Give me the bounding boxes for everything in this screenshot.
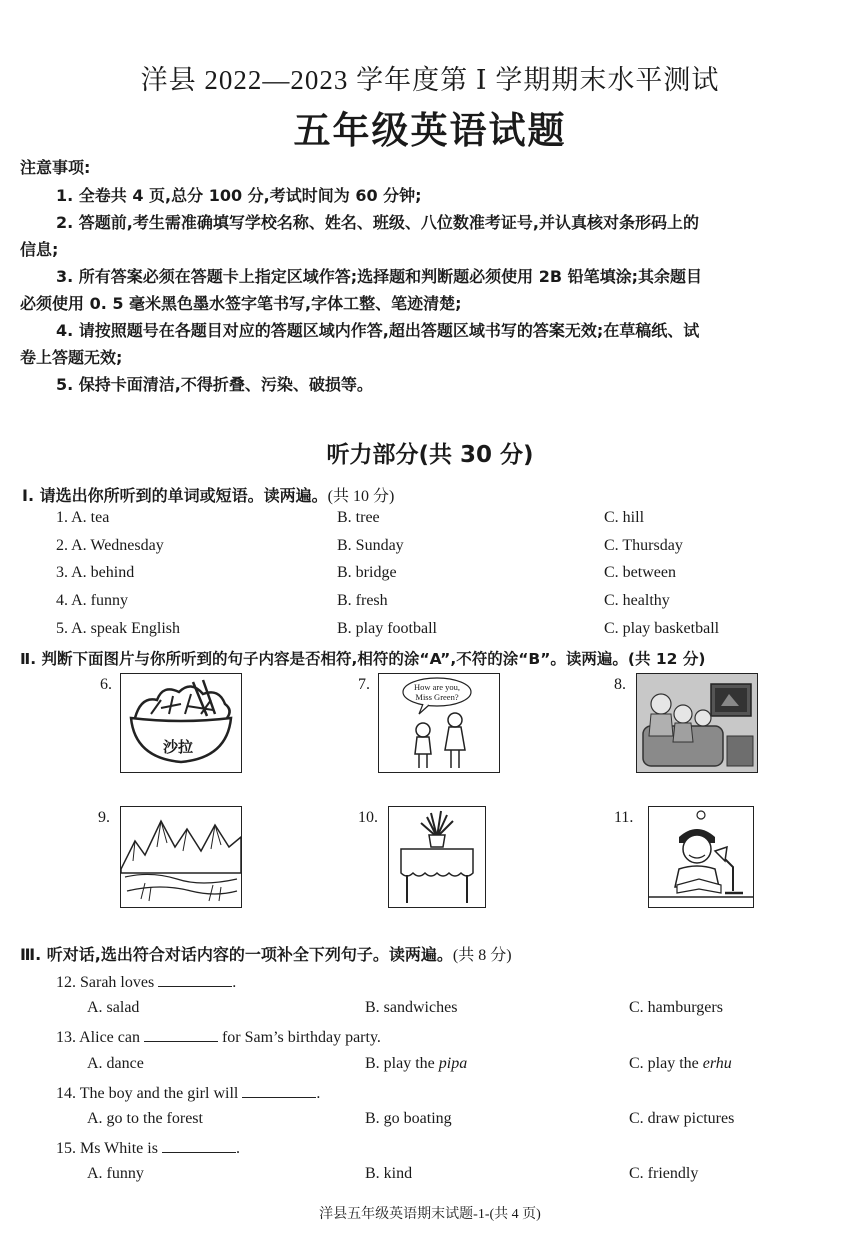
answer-blank <box>242 1083 316 1098</box>
page-footer: 洋县五年级英语期末试题-1-(共 4 页) <box>319 1207 541 1222</box>
q3-option-a: 3. A. behind <box>56 564 135 581</box>
mountains-icon <box>121 807 241 907</box>
family-tv-icon <box>637 674 757 772</box>
q1-option-c: C. hill <box>604 509 645 526</box>
q3-option-c: C. between <box>604 564 676 581</box>
picture-table-plant <box>388 806 486 908</box>
q15-stem: 15. Ms White is . <box>56 1140 240 1157</box>
part2-heading: Ⅱ. 判断下面图片与你所听到的句子内容是否相符,相符的涂“A”,不符的涂“B”。读两遍。(共 12 分) <box>20 650 706 668</box>
picture-number: 11. <box>614 809 634 826</box>
q1-option-b: B. tree <box>337 509 380 526</box>
picture-number: 9. <box>98 809 110 826</box>
notice-heading: 注意事项: <box>20 158 91 177</box>
q2-option-c: C. Thursday <box>604 537 683 554</box>
answer-blank <box>158 972 232 987</box>
exam-title: 洋县 2022—2023 学年度第 Ⅰ 学期期末水平测试 <box>140 65 720 95</box>
notice-item: 1. 全卷共 4 页,总分 100 分,考试时间为 60 分钟; <box>56 186 422 205</box>
picture-child-reading <box>648 806 754 908</box>
q2-option-a: 2. A. Wednesday <box>56 537 164 554</box>
notice-item: 信息; <box>20 240 59 259</box>
q1-option-a: 1. A. tea <box>56 509 110 526</box>
q4-option-b: B. fresh <box>337 592 388 609</box>
picture-greeting <box>378 673 500 773</box>
child-reading-icon <box>649 807 753 907</box>
q15-option-a: A. funny <box>87 1165 144 1182</box>
q12-option-a: A. salad <box>87 999 140 1016</box>
q14-option-b: B. go boating <box>365 1110 452 1127</box>
picture-number: 10. <box>358 809 378 826</box>
notice-item: 3. 所有答案必须在答题卡上指定区域作答;选择题和判断题必须使用 2B 铅笔填涂;其余题目 <box>56 267 703 286</box>
q14-option-c: C. draw pictures <box>629 1110 735 1127</box>
q2-option-b: B. Sunday <box>337 537 404 554</box>
salad-caption: 沙拉 <box>163 738 194 756</box>
q4-option-a: 4. A. funny <box>56 592 128 609</box>
q13-option-c: C. play the erhu <box>629 1055 732 1072</box>
q13-option-b: B. play the pipa <box>365 1055 468 1072</box>
answer-blank <box>144 1027 218 1042</box>
listening-section-title: 听力部分(共 30 分) <box>326 442 534 468</box>
picture-salad <box>120 673 242 773</box>
q5-option-b: B. play football <box>337 620 437 637</box>
q15-option-c: C. friendly <box>629 1165 699 1182</box>
q3-option-b: B. bridge <box>337 564 397 581</box>
part1-heading: Ⅰ. 请选出你所听到的单词或短语。读两遍。(共 10 分) <box>22 486 395 505</box>
picture-mountains <box>120 806 242 908</box>
q12-option-c: C. hamburgers <box>629 999 723 1016</box>
q12-stem: 12. Sarah loves . <box>56 974 237 991</box>
notice-item: 5. 保持卡面清洁,不得折叠、污染、破损等。 <box>56 375 373 394</box>
q14-stem: 14. The boy and the girl will . <box>56 1085 321 1102</box>
q13-stem: 13. Alice can for Sam’s birthday party. <box>56 1029 381 1046</box>
q5-option-a: 5. A. speak English <box>56 620 180 637</box>
q5-option-c: C. play basketball <box>604 620 720 637</box>
table-plant-icon <box>389 807 485 907</box>
part3-heading: Ⅲ. 听对话,选出符合对话内容的一项补全下列句子。读两遍。(共 8 分) <box>20 945 512 964</box>
q15-option-b: B. kind <box>365 1165 413 1182</box>
q4-option-c: C. healthy <box>604 592 670 609</box>
picture-number: 6. <box>100 676 112 693</box>
q14-option-a: A. go to the forest <box>87 1110 203 1127</box>
notice-item: 必须使用 0. 5 毫米黑色墨水签字笔书写,字体工整、笔迹清楚; <box>20 294 462 313</box>
picture-family-tv <box>636 673 758 773</box>
picture-number: 8. <box>614 676 626 693</box>
picture-number: 7. <box>358 676 370 693</box>
salad-bowl-icon <box>121 674 241 772</box>
answer-blank <box>162 1138 236 1153</box>
q12-option-b: B. sandwiches <box>365 999 458 1016</box>
notice-item: 4. 请按照题号在各题目对应的答题区域内作答,超出答题区域书写的答案无效;在草稿纸、试 <box>56 321 700 340</box>
exam-subtitle: 五年级英语试题 <box>293 109 567 152</box>
speech-bubble-text: How are you, Miss Green? <box>413 682 461 702</box>
notice-item: 卷上答题无效; <box>20 348 123 367</box>
q13-option-a: A. dance <box>87 1055 144 1072</box>
notice-item: 2. 答题前,考生需准确填写学校名称、姓名、班级、八位数准考证号,并认真核对条形码上的 <box>56 213 699 232</box>
